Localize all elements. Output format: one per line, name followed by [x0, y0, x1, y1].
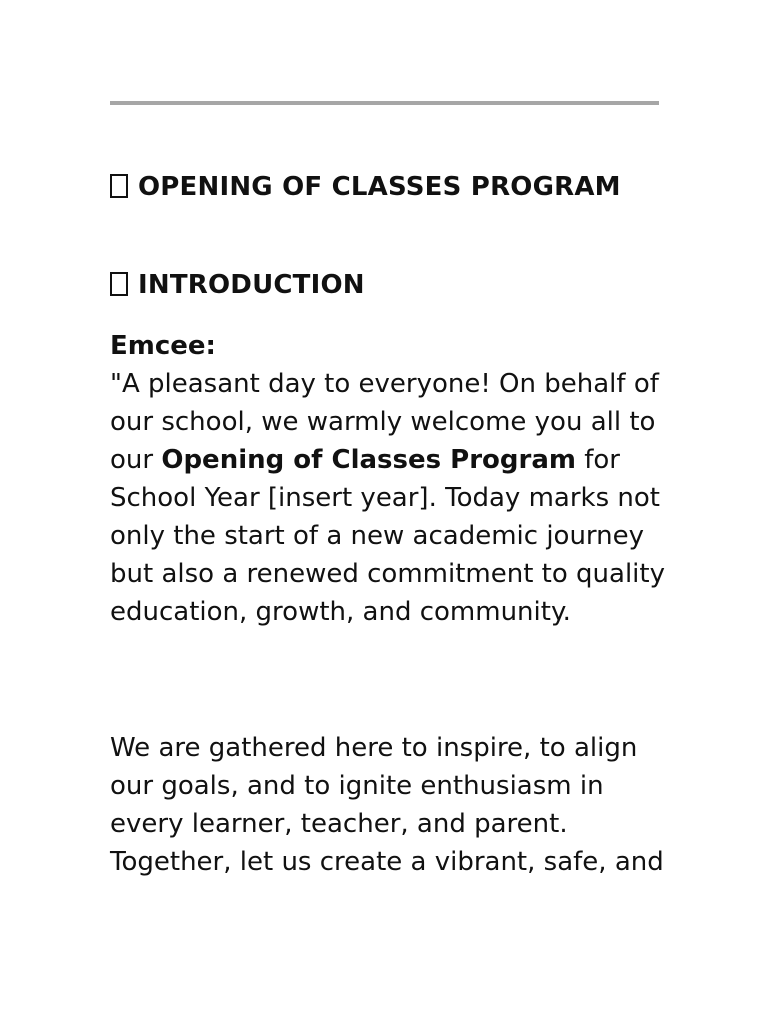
program-heading	[110, 168, 660, 206]
horizontal-rule	[110, 101, 659, 105]
introduction-heading	[110, 266, 660, 304]
introduction-heading-text: INTRODUCTION	[138, 270, 365, 300]
intro-paragraph-part1: "A pleasant day to everyone! On behalf of our school, we warmly welcome you all to our	[110, 369, 659, 475]
program-heading-text: OPENING OF CLASSES PROGRAM	[138, 172, 621, 202]
intro-paragraph-part2: for School Year [insert year]. Today marks not only the start of a new academic journey but also a renewed commitment to quality education, growth, and community.	[110, 445, 665, 627]
second-paragraph: We are gathered here to inspire, to align our goals, and to ignite enthusiasm in every learner, teacher, and parent. Together, let us create a vibrant, safe, and	[110, 733, 664, 877]
intro-paragraph	[110, 365, 670, 631]
emcee-section	[110, 327, 670, 631]
speaker-label: Emcee:	[110, 331, 216, 361]
missing-glyph-icon	[110, 272, 128, 296]
missing-glyph-icon	[110, 174, 128, 198]
intro-paragraph-program-name: Opening of Classes Program	[161, 445, 576, 475]
